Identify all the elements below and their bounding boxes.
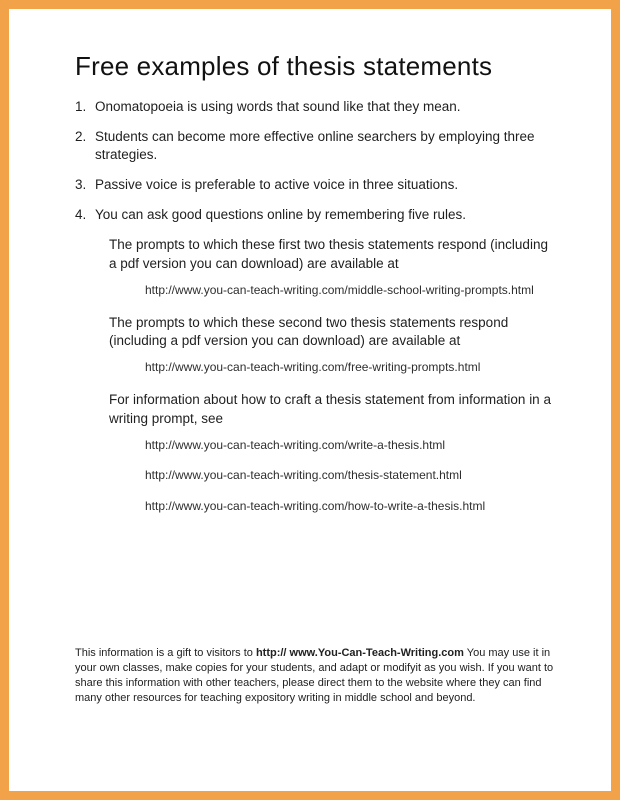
url-text: http://www.you-can-teach-writing.com/write-a-thesis.html: [145, 437, 446, 452]
page-title: Free examples of thesis statements: [75, 51, 493, 81]
footer-site-url: http:// www.You-Can-Teach-Writing.com: [255, 647, 464, 660]
footer-note: [75, 646, 555, 706]
document-page: [9, 9, 611, 791]
list-item-text: Onomatopoeia is using words that sound like that they mean.: [95, 99, 461, 114]
note-paragraph: The prompts to which these first two thesis statements respond (including a pdf version you can download) are available at: [109, 237, 548, 272]
list-item-number: 3.: [75, 176, 87, 192]
list-item: [75, 206, 555, 225]
list-item-text: Students can become more effective online searchers by employing three strategies.: [95, 128, 535, 163]
note-paragraph: The prompts to which these second two thesis statements respond (including a pdf version you can download) are available at: [109, 314, 509, 349]
url-text: http://www.you-can-teach-writing.com/middle-school-writing-prompts.html: [145, 282, 534, 297]
list-item: [75, 98, 555, 117]
list-item: [75, 176, 555, 195]
url-text: http://www.you-can-teach-writing.com/free-writing-prompts.html: [145, 360, 481, 375]
footer-text-pre: This information is a gift to visitors to: [75, 647, 256, 660]
url-text: http://www.you-can-teach-writing.com/thesis-statement.html: [145, 468, 462, 483]
url-text: http://www.you-can-teach-writing.com/how-to-write-a-thesis.html: [145, 498, 486, 513]
list-item-number: 2.: [75, 128, 87, 144]
list-item-number: 1.: [75, 99, 87, 114]
note-paragraph: For information about how to craft a thesis statement from information in a writing prompt, see: [109, 391, 551, 426]
list-item-number: 4.: [75, 206, 87, 222]
list-item-text: You can ask good questions online by remembering five rules.: [95, 206, 466, 222]
list-item-text: Passive voice is preferable to active voice in three situations.: [95, 176, 459, 192]
footer-text-post: You may use it in your own classes, make copies for your students, and adapt or modifyit as you wish. If you want to share this information with other teachers, please direct them to the website where they can find many other resources for teaching expository writing in middle school and beyond.: [75, 647, 554, 705]
thesis-statements-list: [75, 98, 555, 224]
notes-section: [75, 236, 555, 514]
list-item: [75, 128, 555, 165]
